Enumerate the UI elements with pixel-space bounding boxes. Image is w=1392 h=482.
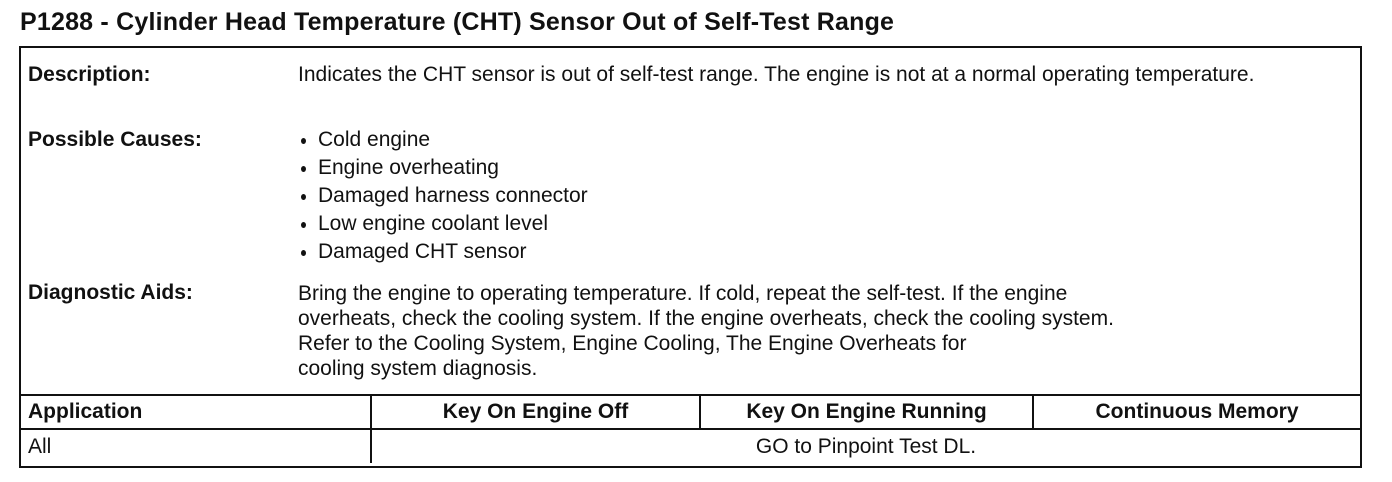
application-table bbox=[21, 394, 1360, 463]
description-text: Indicates the CHT sensor is out of self-test range. The engine is not at a normal operating temperature. bbox=[298, 63, 1255, 86]
cause-item: Damaged CHT sensor bbox=[298, 238, 1348, 266]
diagnostic-aids-text bbox=[298, 281, 1348, 381]
diagnostic-aids-line: overheats, check the cooling system. If the engine overheats, check the cooling system. bbox=[298, 307, 1114, 330]
header-koeo: Key On Engine Off bbox=[371, 395, 700, 429]
possible-causes-label: Possible Causes: bbox=[28, 128, 202, 151]
action-cell: GO to Pinpoint Test DL. bbox=[371, 429, 1360, 463]
diagnostic-aids-line: cooling system diagnosis. bbox=[298, 357, 538, 380]
table-header-row bbox=[21, 395, 1360, 429]
header-continuous-memory: Continuous Memory bbox=[1033, 395, 1360, 429]
cause-item: Damaged harness connector bbox=[298, 182, 1348, 210]
page-title: P1288 - Cylinder Head Temperature (CHT) Sensor Out of Self-Test Range bbox=[20, 8, 895, 36]
diagnostic-aids-line: Bring the engine to operating temperature. If cold, repeat the self-test. If the engine bbox=[298, 282, 1068, 305]
cause-item: Cold engine bbox=[298, 126, 1348, 154]
header-application: Application bbox=[21, 395, 371, 429]
cause-item: Engine overheating bbox=[298, 154, 1348, 182]
diagnostic-aids-label: Diagnostic Aids: bbox=[28, 281, 193, 304]
diagnostic-aids-line: Refer to the Cooling System, Engine Cooling, The Engine Overheats for bbox=[298, 332, 967, 355]
header-koer: Key On Engine Running bbox=[700, 395, 1033, 429]
description-label: Description: bbox=[28, 63, 151, 86]
table-row bbox=[21, 429, 1360, 463]
possible-causes-list bbox=[298, 126, 1348, 266]
dtc-info-box bbox=[19, 46, 1362, 468]
cause-item: Low engine coolant level bbox=[298, 210, 1348, 238]
application-cell: All bbox=[21, 429, 371, 463]
